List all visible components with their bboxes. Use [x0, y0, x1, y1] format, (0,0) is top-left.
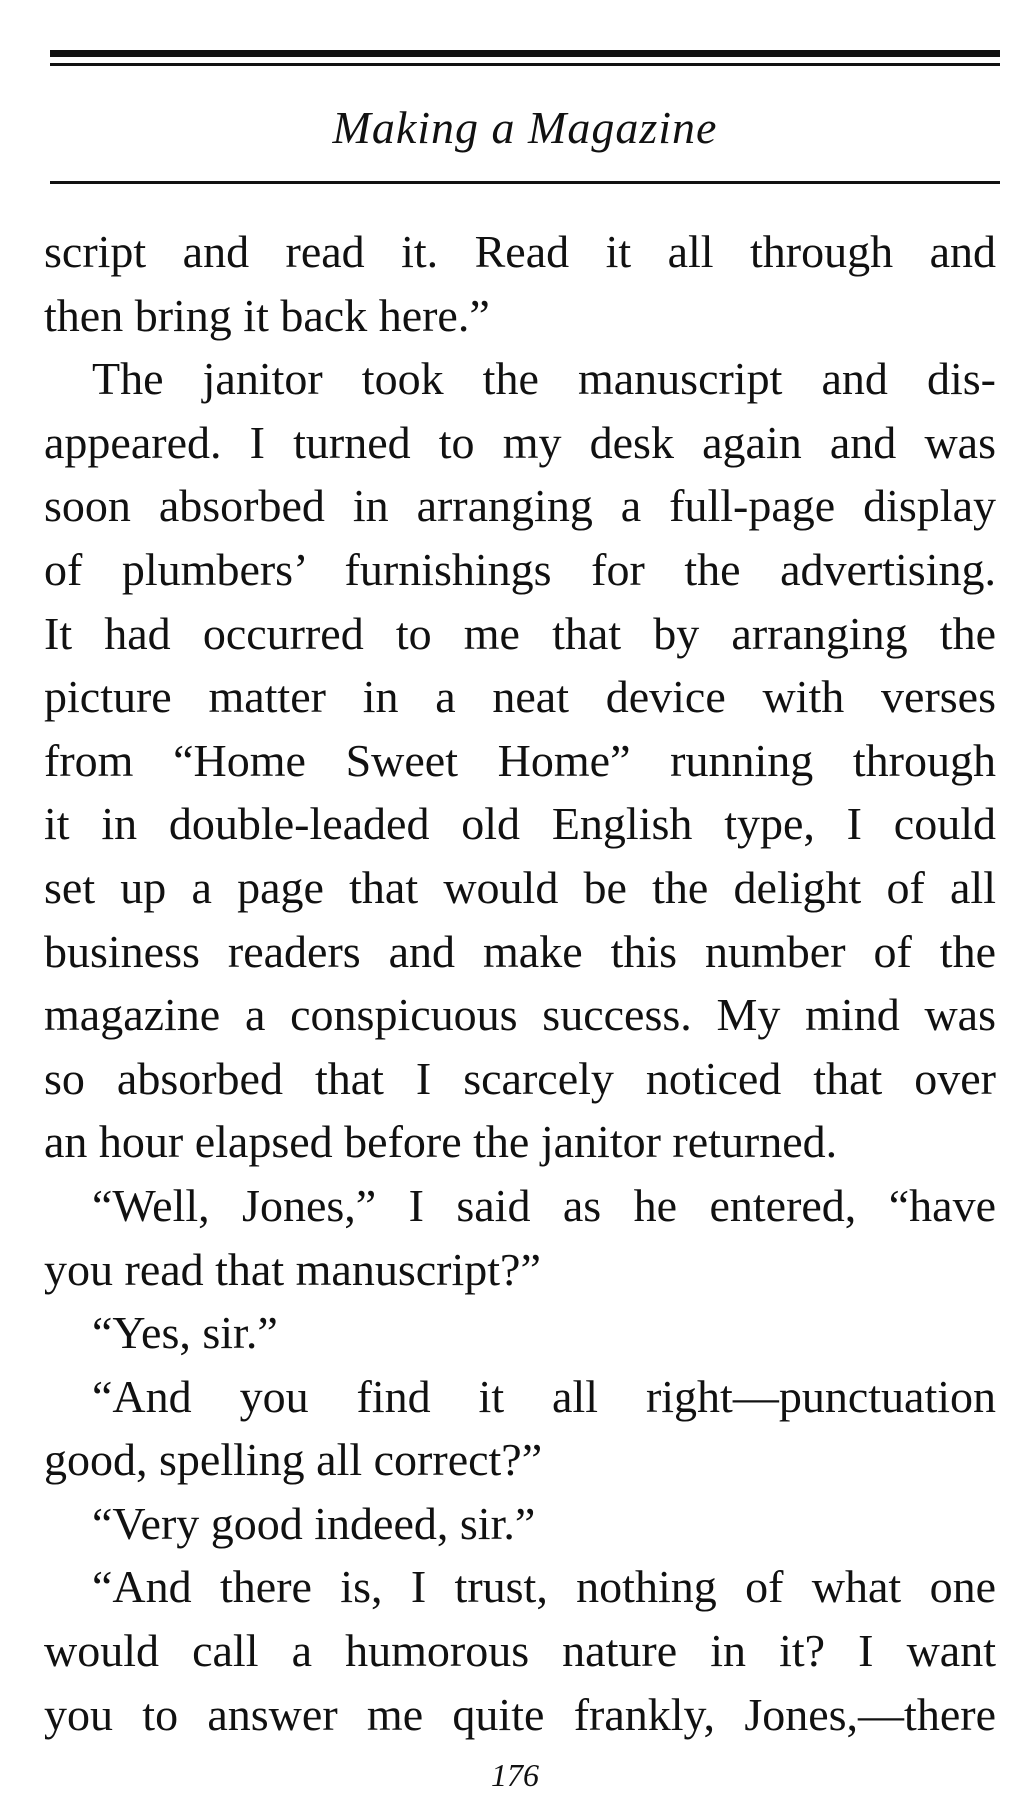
text-line: soon absorbed in arranging a full-page display — [44, 480, 996, 532]
text-line: The janitor took the manuscript and dis- — [92, 353, 996, 405]
body-text — [44, 220, 996, 1746]
text-line: “Well, Jones,” I said as he entered, “have — [92, 1179, 996, 1231]
text-line: picture matter in a neat device with verses — [44, 671, 996, 723]
text-line: it in double-leaded old English type, I could — [44, 798, 996, 850]
text-line: you to answer me quite frankly, Jones,—there — [44, 1688, 996, 1740]
head-rule — [50, 181, 1000, 184]
text-line: “Yes, sir.” — [92, 1307, 278, 1359]
text-line: set up a page that would be the delight of all — [44, 861, 996, 913]
text-line: “Very good indeed, sir.” — [92, 1497, 536, 1549]
text-line: appeared. I turned to my desk again and was — [44, 416, 996, 468]
text-line: “And there is, I trust, nothing of what one — [92, 1561, 996, 1613]
page-number: 176 — [491, 1757, 539, 1793]
top-rule-thin — [50, 63, 1000, 66]
top-rule-thick — [50, 50, 1000, 57]
text-line: then bring it back here.” — [44, 289, 490, 341]
text-line: business readers and make this number of the — [44, 925, 996, 977]
text-line: good, spelling all correct?” — [44, 1434, 543, 1486]
text-line: so absorbed that I scarcely noticed that over — [44, 1052, 996, 1104]
running-head: Making a Magazine — [332, 102, 718, 153]
text-line: script and read it. Read it all through and — [44, 226, 996, 277]
text-line: of plumbers’ furnishings for the advertising. — [44, 543, 996, 595]
text-line: It had occurred to me that by arranging the — [44, 607, 996, 659]
text-line: an hour elapsed before the janitor returned. — [44, 1116, 838, 1168]
text-line: you read that manuscript?” — [44, 1243, 541, 1295]
text-line: “And you find it all right—punctuation — [92, 1370, 996, 1422]
text-line: from “Home Sweet Home” running through — [44, 734, 996, 786]
text-line: magazine a conspicuous success. My mind was — [44, 989, 996, 1041]
text-line: would call a humorous nature in it? I want — [44, 1625, 996, 1677]
